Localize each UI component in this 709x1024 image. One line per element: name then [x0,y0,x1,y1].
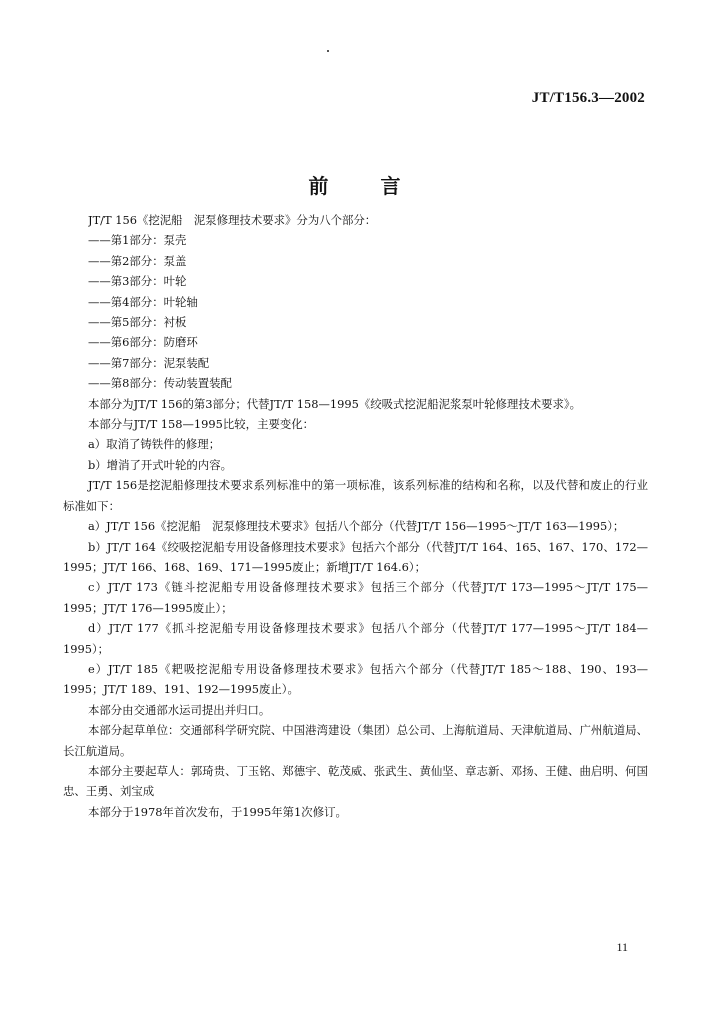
drafters-paragraph: 本部分主要起草人：郭琦贵、丁玉铭、郑德宇、乾茂威、张武生、黄仙坚、章志新、邓扬、王健、曲启明、何国忠、王勇、刘宝成 [63,763,648,799]
list-item-part-7: ——第7部分：泥泵装配 [88,355,210,370]
list-item-part-1: ——第1部分：泵壳 [88,233,187,248]
page-number: 11 [616,940,628,954]
list-item-part-3: ——第3部分：叶轮 [88,274,187,289]
list-item-part-4: ——第4部分：叶轮轴 [88,294,198,309]
drafting-units-paragraph: 本部分起草单位：交通部科学研究院、中国港湾建设（集团）总公司、上海航道局、天津航道局、广州航道局、长江航道局。 [63,723,648,758]
list-item-part-6: ——第6部分：防磨环 [88,335,198,350]
series-item-a: a）JT/T 156《挖泥船 泥泵修理技术要求》包括八个部分（代替JT/T 156—1995～JT/T 163—1995）； [88,519,625,534]
series-item-e: e）JT/T 185《耙吸挖泥船专用设备修理技术要求》包括六个部分（代替JT/T 185～188、190、193—1995；JT/T 189、191、192—1995废止）。 [63,661,648,697]
change-item-b: b）增消了开式叶轮的内容。 [88,457,232,472]
page-title: 前言 [308,174,453,198]
standard-code: JT/T156.3—2002 [531,90,645,106]
change-item-a: a）取消了铸铁件的修理； [88,437,221,452]
proposer-paragraph: 本部分由交通部水运司提出并归口。 [88,702,271,717]
intro-paragraph: JT/T 156《挖泥船 泥泵修理技术要求》分为八个部分： [88,213,377,227]
replacement-paragraph: 本部分为JT/T 156的第3部分；代替JT/T 158—1995《绞吸式挖泥船泥浆泵叶轮修理技术要求》。 [88,396,581,411]
scan-speck [327,50,329,52]
foreword-body [63,210,648,822]
series-item-c: c）JT/T 173《链斗挖泥船专用设备修理技术要求》包括三个部分（代替JT/T 173—1995～JT/T 175—1995；JT/T 176—1995废止）； [63,580,648,615]
list-item-part-2: ——第2部分：泵盖 [88,253,187,268]
series-item-b: b）JT/T 164《绞吸挖泥船专用设备修理技术要求》包括六个部分（代替JT/T 164、165、167、170、172—1995；JT/T 166、168、169、171—1995废止；新增JT/T 164.6）； [63,539,648,574]
list-item-part-8: ——第8部分：传动装置装配 [88,376,232,391]
comparison-paragraph: 本部分与JT/T 158—1995比较，主要变化： [88,417,315,432]
history-paragraph: 本部分于1978年首次发布，于1995年第1次修订。 [88,804,347,819]
series-item-d: d）JT/T 177《抓斗挖泥船专用设备修理技术要求》包括八个部分（代替JT/T 177—1995～JT/T 184—1995）； [63,621,648,656]
list-item-part-5: ——第5部分：衬板 [88,315,187,330]
series-paragraph: JT/T 156是挖泥船修理技术要求系列标准中的第一项标准，该系列标准的结构和名称，以及代替和废止的行业标准如下： [63,478,648,513]
